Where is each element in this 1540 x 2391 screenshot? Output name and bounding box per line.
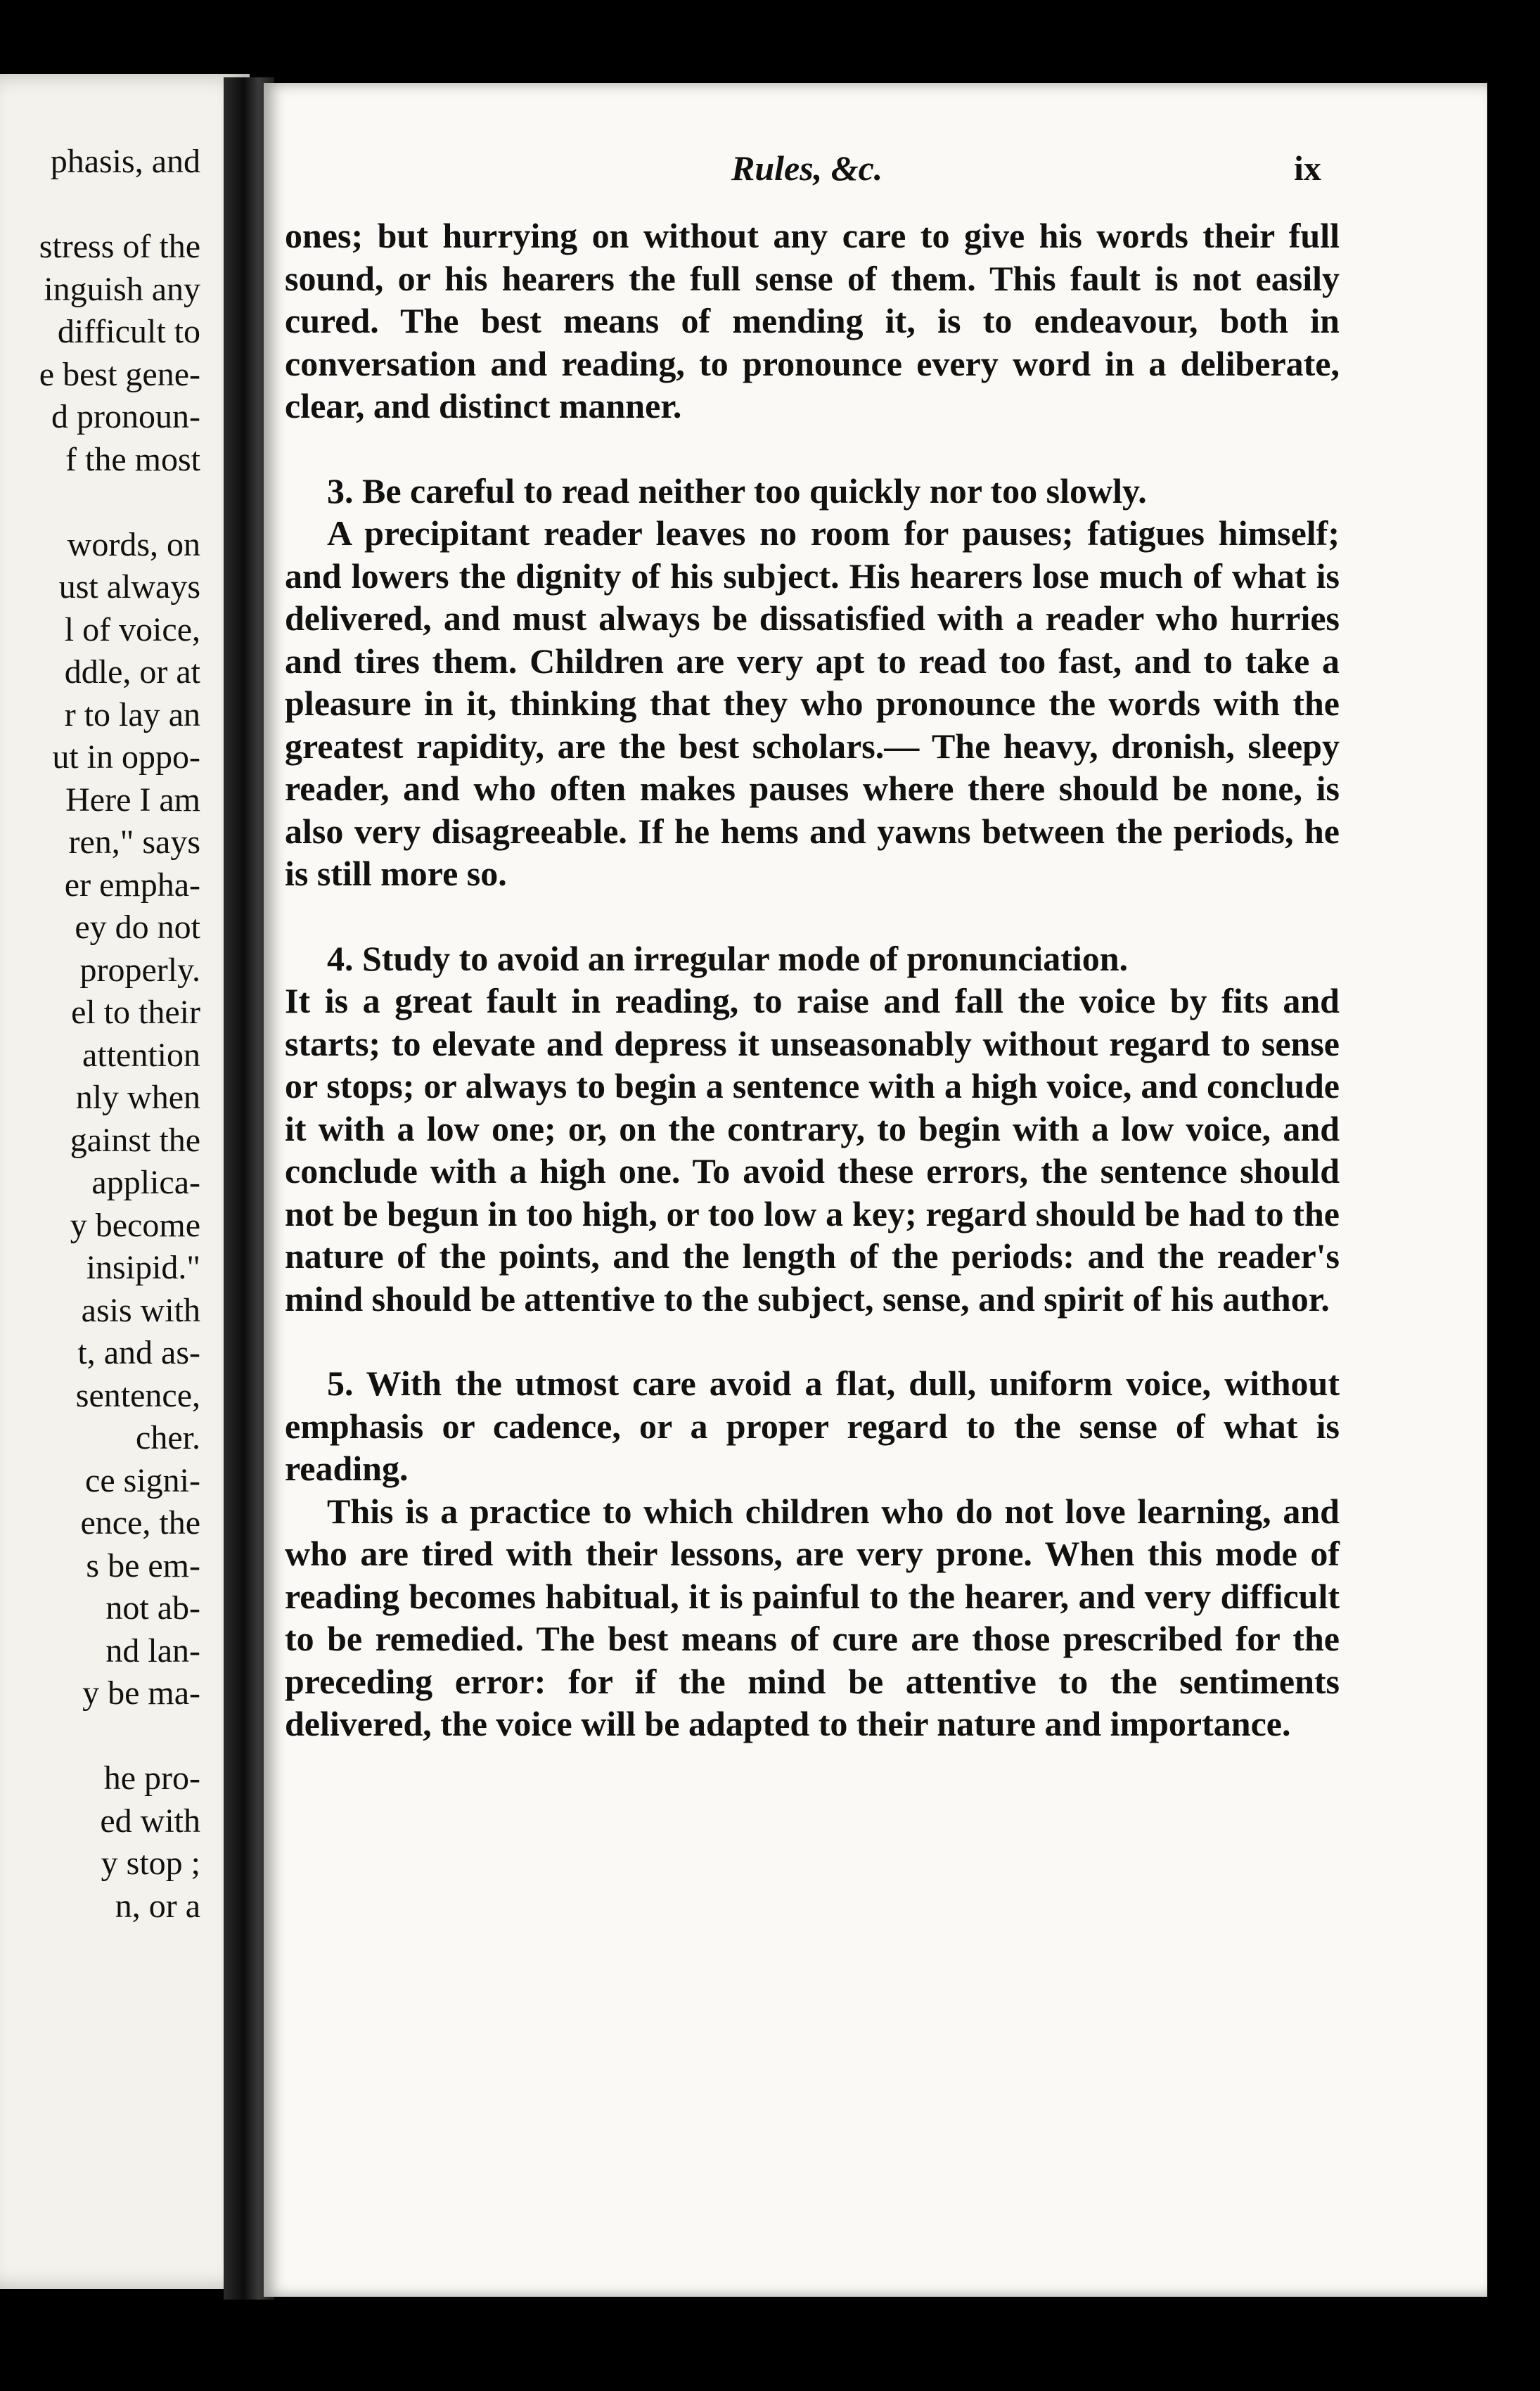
page-body — [285, 214, 1340, 1745]
previous-page-line: d pronoun- — [51, 398, 200, 435]
previous-page-line: y be ma- — [82, 1674, 200, 1712]
previous-page-line: ust always — [58, 568, 200, 605]
previous-page-line: difficult to — [57, 313, 200, 350]
previous-page-line: words, on — [67, 525, 200, 563]
previous-page-line: ddle, or at — [64, 653, 200, 691]
running-head: Rules, &c. — [731, 148, 883, 188]
paragraph-rule-5: This is a practice to which children who do not love learning, and who are tired with their lessons, are very prone. When this mode of reading becomes habitual, it is painful to the hearer, and very difficult to be remedied. The best means of cure are those prescribed for the preceding error: for if the mind be attentive to the sentiments delivered, the voice will be adapted to their nature and importance. — [285, 1491, 1340, 1743]
previous-page-line: insipid." — [86, 1249, 200, 1286]
previous-page-line: stress of the — [39, 228, 200, 265]
previous-page-line: cher. — [136, 1419, 200, 1456]
previous-page-line: Here I am — [65, 781, 200, 819]
previous-page-line: el to their — [71, 994, 200, 1031]
previous-page-line: l of voice, — [64, 610, 200, 648]
previous-page-line: er empha- — [64, 866, 200, 904]
previous-page-fragment — [0, 74, 250, 2289]
previous-page-line: phasis, and — [50, 143, 200, 180]
previous-page-line: s be em- — [86, 1546, 200, 1584]
previous-page-line: ren," says — [68, 823, 200, 861]
page-number: ix — [1294, 148, 1321, 188]
previous-page-line: properly. — [79, 951, 200, 989]
previous-page-line: gainst the — [70, 1121, 200, 1159]
previous-page-line: ce signi- — [85, 1461, 200, 1499]
rule-heading-3: 3. Be careful to read neither too quickly nor too slowly. — [327, 470, 1147, 511]
previous-page-line: ut in oppo- — [52, 738, 200, 776]
previous-page-line: y stop ; — [101, 1845, 200, 1882]
previous-page-line: inguish any — [44, 270, 200, 308]
rule-heading-5: 5. With the utmost care avoid a flat, dull, uniform voice, without emphasis or cadence, or a proper regard to the sense of what is reading. — [285, 1364, 1340, 1488]
previous-page-line: ey do not — [75, 909, 200, 946]
previous-page-line: applica- — [91, 1164, 200, 1201]
previous-page-line: e best gene- — [39, 355, 200, 393]
previous-page-line: n, or a — [115, 1887, 200, 1925]
previous-page-line: nd lan- — [105, 1632, 200, 1669]
previous-page-line: y become — [70, 1206, 200, 1244]
previous-page-line: he pro- — [103, 1759, 200, 1797]
paragraph-continuation: ones; but hurrying on without any care to give his words their full sound, or his hearers the full sense of them. This fault is not easily cured. The best means of mending it, is to endeavour, both in conversation and reading, to pronounce every word in a deliberate, clear, and distinct manner. — [285, 216, 1340, 425]
paragraph-rule-3: A precipitant reader leaves no room for pauses; fatigues himself; and lowers the dignity of his subject. His hearers lose much of what is delivered, and must always be dissatisfied with a reader who hurries and tires them. Children are very apt to read too fast, and to take a pleasure in it, thinking that they who pronounce the words with the greatest rapidity, are the best scholars.— The heavy, dronish, sleepy reader, and who often makes pauses where there should be none, is also very disagreeable. If he hems and yawns between the periods, he is still more so. — [285, 513, 1340, 893]
previous-page-line: f the most — [65, 440, 200, 478]
previous-page-line: ed with — [100, 1802, 200, 1840]
rule-heading-4: 4. Study to avoid an irregular mode of pronunciation. — [327, 938, 1129, 978]
previous-page-line: t, and as- — [77, 1334, 200, 1371]
previous-page-line: not ab- — [105, 1589, 200, 1627]
previous-page-line: attention — [82, 1036, 200, 1074]
previous-page-line: r to lay an — [64, 695, 200, 733]
paragraph-rule-4: It is a great fault in reading, to raise and fall the voice by fits and starts; to elevate and depress it unseasonably without regard to sense or stops; or always to begin a sentence with a high voice, and conclude it with a low one; or, on the contrary, to begin with a low voice, and conclude with a high one. To avoid these errors, the sentence should not be begun in too high, or too low a key; regard should be had to the nature of the points, and the length of the periods: and the reader's mind should be attentive to the subject, sense, and spirit of his author. — [285, 981, 1340, 1319]
previous-page-line: nly when — [75, 1079, 200, 1116]
previous-page-line: ence, the — [80, 1504, 200, 1541]
previous-page-line: sentence, — [75, 1376, 200, 1414]
previous-page-line: asis with — [81, 1291, 200, 1329]
